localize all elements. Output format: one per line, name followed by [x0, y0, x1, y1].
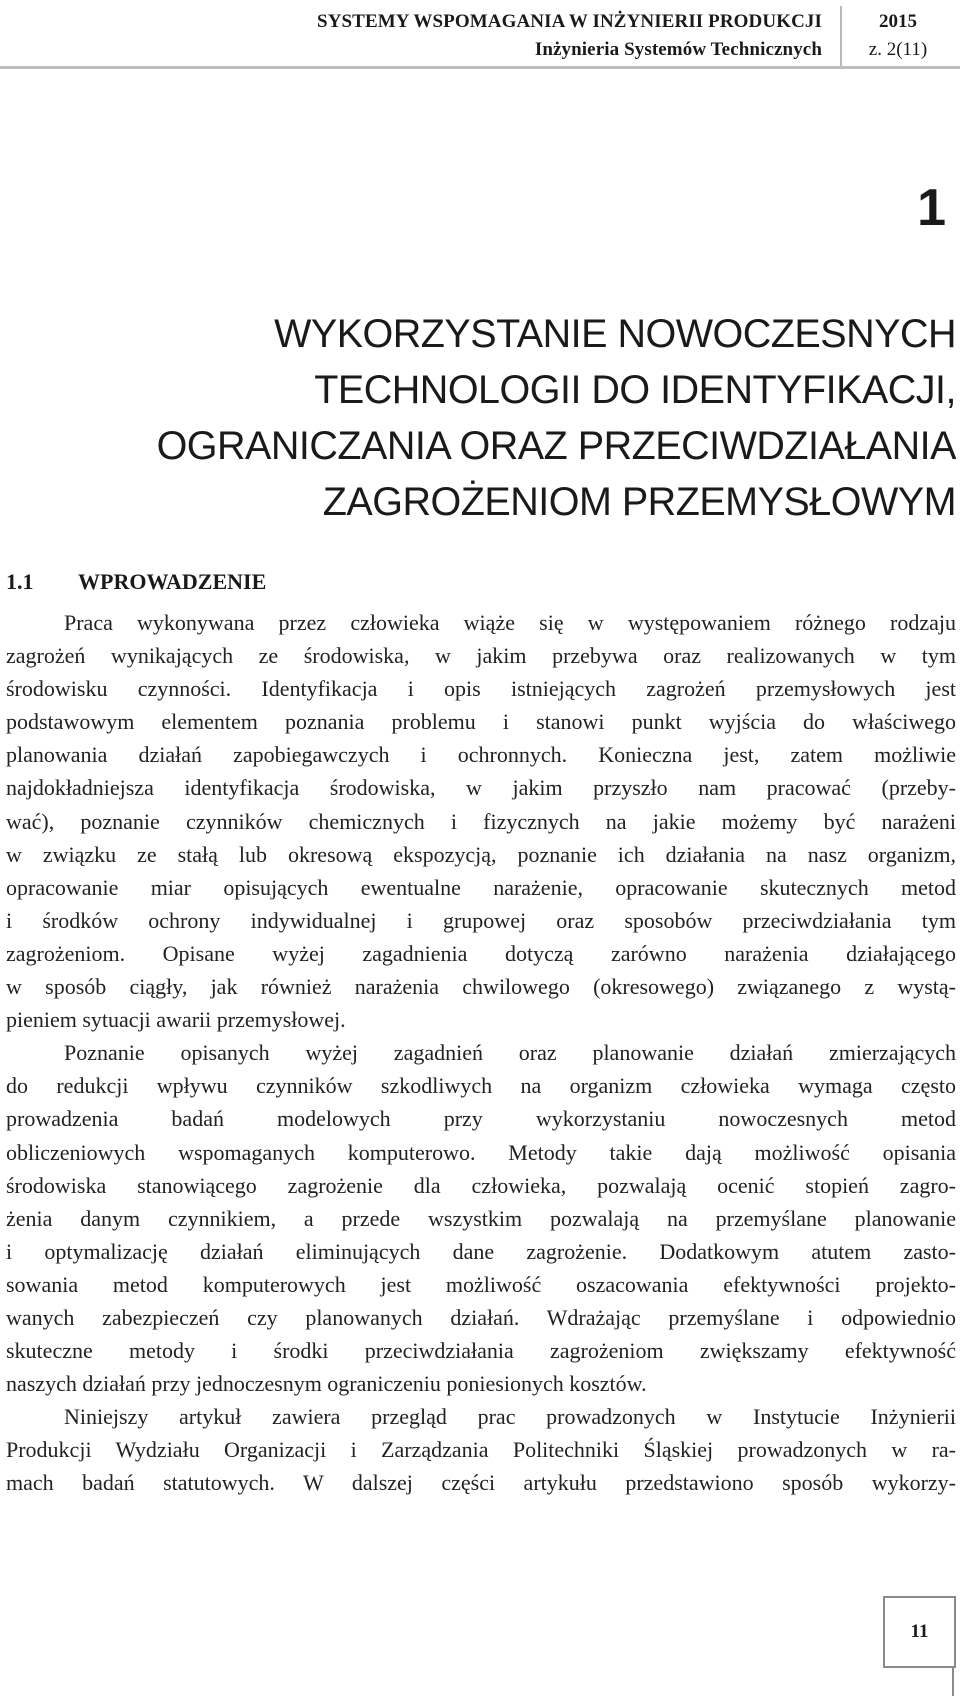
text-line: i optymalizację działań eliminujących dane zagrożenie. Dodatkowym atutem zasto-: [6, 1238, 956, 1264]
text-line: skuteczne metody i środki przeciwdziałania zagrożeniom zwiększamy efektywność: [6, 1338, 956, 1364]
text-line: Produkcji Wydziału Organizacji i Zarządzania Politechniki Śląskiej prowadzonych w ra-: [6, 1437, 956, 1463]
page-number-rule: [952, 1668, 954, 1696]
text-line: Poznanie opisanych wyżej zagadnień oraz planowanie działań zmierzających: [64, 1040, 956, 1066]
text-line: Praca wykonywana przez człowieka wiąże się w występowaniem różnego rodzaju: [64, 610, 956, 635]
chapter-title-line: ZAGROŻENIOM PRZEMYSŁOWYM: [322, 480, 956, 524]
header-journal-title: SYSTEMY WSPOMAGANIA W INŻYNIERII PRODUKCJI: [317, 11, 822, 32]
header-journal-block: [317, 8, 822, 64]
chapter-title: [157, 306, 956, 530]
chapter-title-line: WYKORZYSTANIE NOWOCZESNYCH: [274, 312, 956, 356]
section-number: 1.1: [6, 569, 34, 594]
text-line: środowiska stanowiącego zagrożenie dla człowieka, pozwalają ocenić stopień zagro-: [6, 1172, 956, 1198]
header-issue-block: [848, 8, 948, 64]
text-line: Niniejszy artykuł zawiera przegląd prac prowadzonych w Instytucie Inżynierii: [64, 1404, 956, 1430]
text-line: prowadzenia badań modelowych przy wykorzystaniu nowoczesnych metod: [6, 1106, 956, 1132]
text-line: zagrożeń wynikających ze środowiska, w jakim przebywa oraz realizowanych w tym: [6, 643, 956, 669]
text-line: obliczeniowych wspomaganych komputerowo. Metody takie dają możliwość opisania: [6, 1139, 956, 1165]
text-line: i środków ochrony indywidualnej i grupowej oraz sposobów przeciwdziałania tym: [6, 907, 956, 933]
text-line: mach badań statutowych. W dalszej części artykułu przedstawiono sposób wykorzy-: [6, 1470, 956, 1496]
text-line: wać), poznanie czynników chemicznych i fizycznych na jakie możemy być narażeni: [6, 808, 956, 834]
chapter-number: 1: [917, 179, 946, 237]
text-line: sowania metod komputerowych jest możliwość oszacowania efektywności projekto-: [6, 1271, 956, 1297]
header-series-title: Inżynieria Systemów Technicznych: [534, 39, 822, 60]
section-heading: [6, 566, 266, 598]
text-line: pieniem sytuacji awarii przemysłowej.: [6, 1007, 346, 1033]
header-year: 2015: [879, 11, 917, 32]
text-line: w sposób ciągły, jak również narażenia chwilowego (okresowego) związanego z wystą-: [6, 974, 956, 1000]
text-line: planowania działań zapobiegawczych i ochronnych. Konieczna jest, zatem możliwie: [6, 742, 956, 768]
header-rule: [0, 66, 960, 69]
text-line: naszych działań przy jednoczesnym ograniczeniu poniesionych kosztów.: [6, 1371, 647, 1397]
header-separator: [840, 6, 842, 66]
running-header: [0, 0, 960, 75]
text-line: opracowanie miar opisujących ewentualne narażenie, opracowanie skutecznych metod: [6, 874, 956, 900]
page-number: 11: [883, 1596, 956, 1668]
text-line: wanych zabezpieczeń czy planowanych działań. Wdrażając przemyślane i odpowiednio: [6, 1304, 956, 1330]
section-title: WPROWADZENIE: [78, 569, 267, 594]
text-line: najdokładniejsza identyfikacja środowiska, w jakim przyszło nam pracować (przeby-: [6, 775, 956, 801]
chapter-title-line: OGRANICZANIA ORAZ PRZECIWDZIAŁANIA: [156, 424, 956, 468]
chapter-title-line: TECHNOLOGII DO IDENTYFIKACJI,: [314, 368, 956, 412]
text-line: środowisku czynności. Identyfikacja i opis istniejących zagrożeń przemysłowych jest: [6, 676, 956, 702]
header-issue: z. 2(11): [868, 39, 928, 60]
text-line: do redukcji wpływu czynników szkodliwych na organizm człowieka wymaga często: [6, 1073, 956, 1099]
text-line: w związku ze stałą lub okresową ekspozycją, poznanie ich działania na nasz organizm,: [6, 841, 956, 867]
text-line: podstawowym elementem poznania problemu i stanowi punkt wyjścia do właściwego: [6, 709, 956, 735]
text-line: zagrożeniom. Opisane wyżej zagadnienia dotyczą zarówno narażenia działającego: [6, 940, 956, 966]
body-text: [6, 606, 956, 1500]
text-line: żenia danym czynnikiem, a przede wszystkim pozwalają na przemyślane planowanie: [6, 1205, 956, 1231]
